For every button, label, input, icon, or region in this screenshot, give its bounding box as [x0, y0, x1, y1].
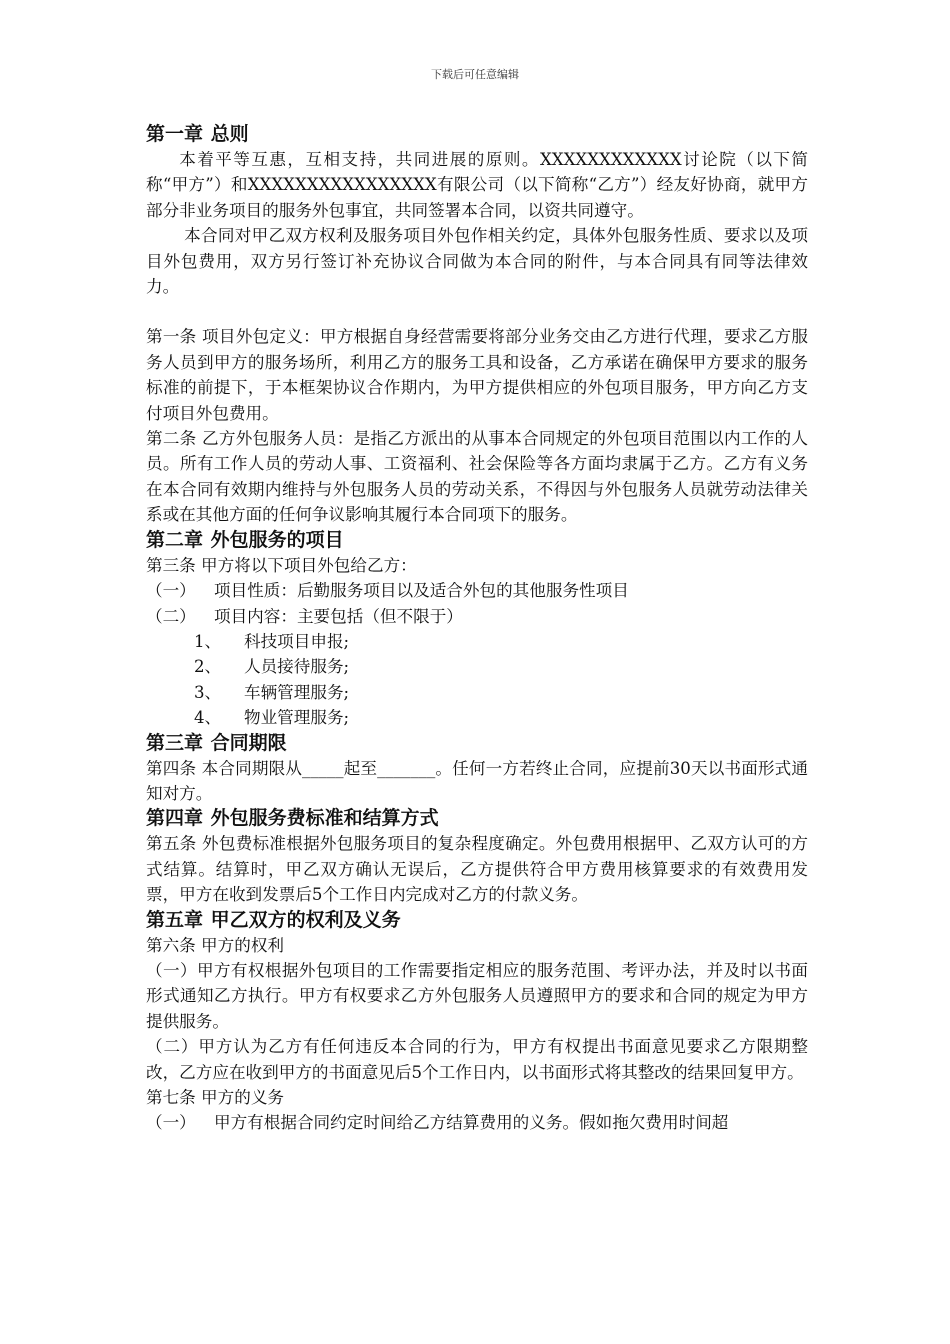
chapter-1-title: 总则 — [210, 123, 249, 145]
chapter-2-title: 外包服务的项目 — [210, 528, 344, 551]
article-6-clause-2: （二）甲方认为乙方有任何违反本合同的行为，甲方有权提出书面意见要求乙方限期整改，乙方应在收到甲方的书面意见后5个工作日内，以书面形式将其整改的结果回复甲方。 — [146, 1037, 808, 1082]
chapter-1-number: 第一章 — [146, 123, 204, 145]
chapter-2-number: 第二章 — [146, 528, 204, 551]
preamble-paragraph: 本着平等互惠，互相支持，共同进展的原则。XXXXXXXXXXXX讨论院（以下简称“甲方”）和XXXXXXXXXXXXXXXX有限公司（以下简称“乙方”）经友好协商，就甲方部分非业务项目的服务外包事宜，共同签署本合同，以资共同遵守。 — [146, 150, 808, 220]
article-3-clause-2 — [146, 604, 808, 629]
item-number: 2、 — [194, 657, 222, 677]
service-item — [146, 654, 808, 679]
clause-text: 项目性质：后勤服务项目以及适合外包的其他服务性项目 — [214, 581, 629, 601]
item-text: 物业管理服务; — [244, 708, 350, 728]
article-5: 第五条 外包费标准根据外包服务项目的复杂程度确定。外包费用根据甲、乙双方认可的方式结算。结算时，甲乙双方确认无误后，乙方提供符合甲方费用核算要求的有效费用发票，甲方在收到发票后5个工作日内完成对乙方的付款义务。 — [146, 834, 808, 905]
chapter-5-heading — [146, 908, 808, 933]
chapter-4-number: 第四章 — [146, 807, 204, 830]
clause-number: （一） — [146, 581, 196, 601]
article-2: 第二条 乙方外包服务人员：是指乙方派出的从事本合同规定的外包项目范围以内工作的人员。所有工作人员的劳动人事、工资福利、社会保险等各方面均隶属于乙方。乙方有义务在本合同有效期内维持与外包服务人员的劳动关系，不得因与外包服务人员就劳动法律关系或在其他方面的任何争议影响其履行本合同项下的服务。 — [146, 429, 808, 525]
blank-line — [146, 299, 808, 324]
item-number: 4、 — [194, 708, 222, 728]
chapter-3-number: 第三章 — [146, 731, 204, 754]
chapter-2-heading — [146, 528, 808, 553]
chapter-5-number: 第五章 — [146, 908, 204, 931]
chapter-5-title: 甲乙双方的权利及义务 — [210, 908, 401, 931]
article-3-clause-1 — [146, 578, 808, 603]
clause-text: 甲方有根据合同约定时间给乙方结算费用的义务。假如拖欠费用时间超 — [214, 1113, 729, 1133]
item-text: 车辆管理服务; — [244, 682, 350, 702]
item-number: 3、 — [194, 682, 222, 702]
scope-paragraph: 本合同对甲乙双方权利及服务项目外包作相关约定，具体外包服务性质、要求以及项目外包费用，双方另行签订补充协议合同做为本合同的附件，与本合同具有同等法律效力。 — [146, 226, 808, 297]
article-6: 第六条 甲方的权利 — [146, 935, 285, 955]
article-3: 第三条 甲方将以下项目外包给乙方： — [146, 555, 417, 575]
article-7-clause-1 — [146, 1110, 808, 1135]
article-4: 第四条 本合同期限从_____起至_______。任何一方若终止合同，应提前30天以书面形式通知对方。 — [146, 758, 808, 803]
article-1: 第一条 项目外包定义：甲方根据自身经营需要将部分业务交由乙方进行代理，要求乙方服务人员到甲方的服务场所，利用乙方的服务工具和设备，乙方承诺在确保甲方要求的服务标准的前提下，于本框架协议合作期内，为甲方提供相应的外包项目服务，甲方向乙方支付项目外包费用。 — [146, 327, 808, 423]
chapter-4-title: 外包服务费标准和结算方式 — [210, 807, 439, 830]
clause-number: （一） — [146, 1113, 196, 1133]
chapter-3-heading — [146, 731, 808, 756]
service-item — [146, 629, 808, 654]
chapter-1-heading — [146, 122, 808, 147]
article-7: 第七条 甲方的义务 — [146, 1088, 285, 1107]
item-text: 人员接待服务; — [244, 657, 350, 677]
item-number: 1、 — [194, 631, 222, 651]
service-item — [146, 680, 808, 705]
clause-number: （二） — [146, 606, 196, 626]
article-6-clause-1: （一）甲方有权根据外包项目的工作需要指定相应的服务范围、考评办法，并及时以书面形式通知乙方执行。甲方有权要求乙方外包服务人员遵照甲方的要求和合同的规定为甲方提供服务。 — [146, 960, 808, 1031]
item-text: 科技项目申报; — [244, 631, 350, 651]
clause-text: 项目内容：主要包括（但不限于） — [214, 606, 463, 626]
page-header: 下载后可任意编辑 — [431, 68, 519, 81]
service-item — [146, 705, 808, 730]
document-body — [146, 122, 808, 1136]
chapter-3-title: 合同期限 — [210, 731, 287, 754]
chapter-4-heading — [146, 806, 808, 831]
